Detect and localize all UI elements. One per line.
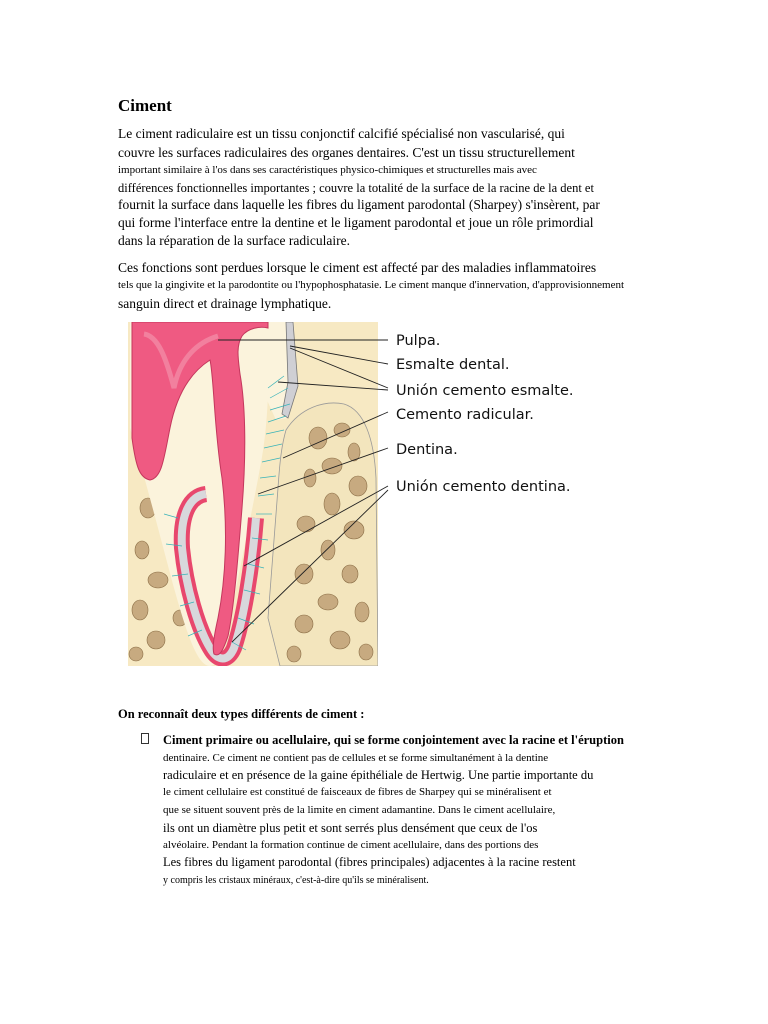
figure-label-pulpa: Pulpa. — [396, 333, 441, 349]
page-title: Ciment — [118, 96, 172, 115]
bullet-glyph-icon — [141, 733, 149, 744]
paragraph-1-line: différences fonctionnelles importantes ; couvre la totalité de la surface de la racine de la dent et — [118, 181, 594, 195]
bullet-text-line: y compris les cristaux minéraux, c'est-à-dire qu'ils se minéralisent. — [163, 875, 429, 886]
paragraph-1-line: dans la réparation de la surface radiculaire. — [118, 233, 350, 248]
paragraph-1-line: important similaire à l'os dans ses caractéristiques physico-chimiques et structurelles mais avec — [118, 164, 537, 176]
bullet-lead-text: Ciment primaire ou acellulaire, qui se forme conjointement avec la racine et l'éruption — [163, 733, 624, 747]
figure-label-union-cemento-esmalte: Unión cemento esmalte. — [396, 383, 574, 399]
tooth-anatomy-figure — [118, 318, 588, 668]
paragraph-2-line: sanguin direct et drainage lymphatique. — [118, 296, 332, 311]
bullet-text-line: le ciment cellulaire est constitué de faisceaux de fibres de Sharpey qui se minéralisent et — [163, 786, 552, 798]
section-heading: On reconnaît deux types différents de ciment : — [118, 707, 365, 721]
figure-label-cemento-radicular: Cemento radicular. — [396, 407, 534, 423]
paragraph-2-line: tels que la gingivite et la parodontite ou l'hypophosphatasie. Le ciment manque d'innervation, d'approvisionnement — [118, 279, 625, 291]
bullet-text-line: alvéolaire. Pendant la formation continue de ciment acellulaire, dans des portions des — [163, 839, 539, 851]
bullet-text-line: Les fibres du ligament parodontal (fibres principales) adjacentes à la racine restent — [163, 855, 576, 869]
bullet-text-line: ils ont un diamètre plus petit et sont serrés plus densément que ceux de l'os — [163, 821, 538, 835]
bullet-text-line: que se situent souvent près de la limite en ciment adamantine. Dans le ciment acellulaire, — [163, 804, 556, 816]
figure-label-dentina: Dentina. — [396, 442, 458, 458]
paragraph-1-line: fournit la surface dans laquelle les fibres du ligament parodontal (Sharpey) s'insèrent, par — [118, 197, 600, 212]
paragraph-2-line: Ces fonctions sont perdues lorsque le ciment est affecté par des maladies inflammatoires — [118, 260, 597, 275]
bullet-text-line: dentinaire. Ce ciment ne contient pas de cellules et se forme simultanément à la dentine — [163, 752, 549, 764]
figure-label-esmalte-dental: Esmalte dental. — [396, 357, 510, 373]
figure-label-union-cemento-dentina: Unión cemento dentina. — [396, 479, 571, 495]
paragraph-1-line: qui forme l'interface entre la dentine et le ligament parodontal et joue un rôle primordial — [118, 215, 594, 230]
paragraph-1-line: couvre les surfaces radiculaires des organes dentaires. C'est un tissu structurellement — [118, 145, 575, 160]
bullet-text-line: radiculaire et en présence de la gaine épithéliale de Hertwig. Une partie importante du — [163, 768, 594, 782]
tooth-illustration — [128, 322, 378, 666]
paragraph-1-line: Le ciment radiculaire est un tissu conjonctif calcifié spécialisé non vascularisé, qui — [118, 126, 565, 141]
